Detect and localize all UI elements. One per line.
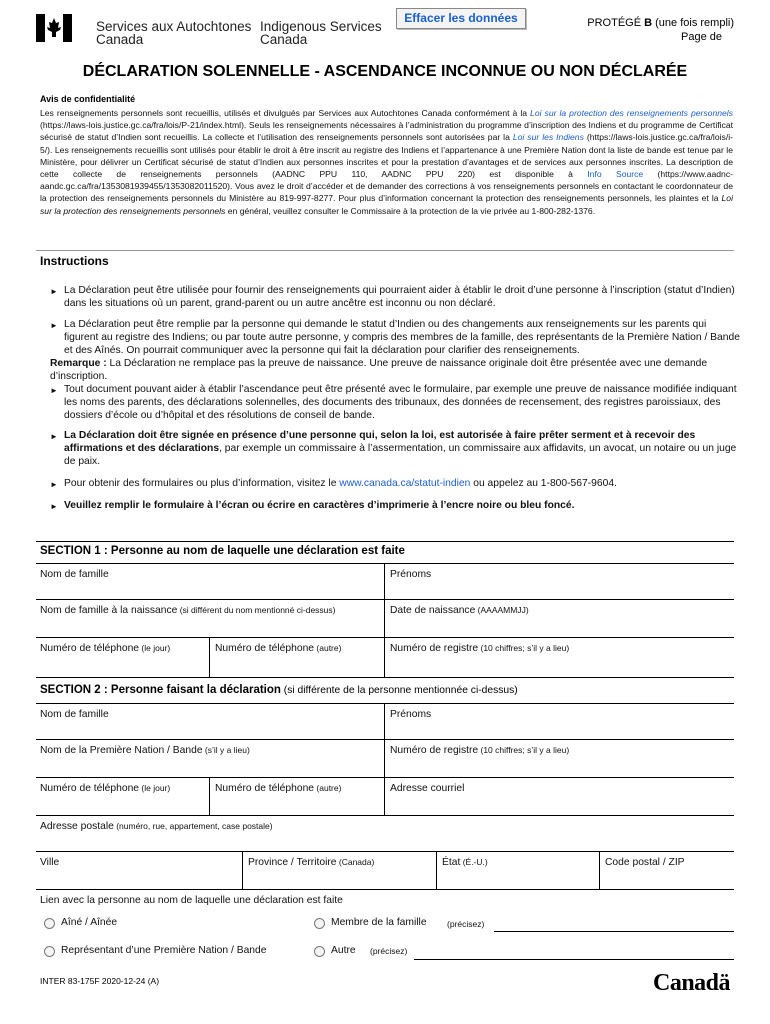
- department-name-en: Indigenous Services Canada: [260, 19, 382, 47]
- s2-postal-code-label: Code postal / ZIP: [605, 857, 685, 868]
- department-name-fr: Services aux Autochtones Canada: [96, 19, 252, 47]
- instruction-item: ► La Déclaration doit être signée en présence d’une personne qui, selon la loi, est autorisée à faire prêter serment et à recevoir des affirmations et des déclarations, par exemple un commissaire à l’assermentation, un commissaire aux affidavits, un avocat, un notaire ou un juge de paix.: [40, 429, 740, 468]
- family-specify-field[interactable]: [494, 931, 734, 932]
- s2-relationship-label: Lien avec la personne au nom de laquelle une déclaration est faite: [40, 895, 343, 906]
- instruction-item: ► Tout document pouvant aider à établir l’ascendance peut être présenté avec le formulaire, par exemple une preuve de naissance modifiée indiquant les noms des parents, des déclarations solennelles, des documents des tribunaux, des données de recensement, des registres paroissiaux, des dossiers d’école ou d’hôpital et des résolutions de conseil de bande.: [40, 383, 740, 422]
- clear-data-button[interactable]: Effacer les données: [396, 8, 526, 29]
- family-specify-label: (précisez): [447, 919, 485, 929]
- s2-family-name-label: Nom de famille: [40, 709, 109, 720]
- privacy-act-link[interactable]: Loi sur la protection des renseignements personnels: [530, 108, 733, 118]
- s2-city-label: Ville: [40, 857, 60, 868]
- radio-elder-label: Aîné / Aînée: [61, 917, 118, 928]
- s2-phone-day-label: Numéro de téléphone (le jour): [40, 783, 171, 794]
- other-specify-field[interactable]: [414, 959, 734, 960]
- s1-birth-date-label: Date de naissance (AAAAMMJJ): [390, 605, 529, 616]
- radio-family-member-label: Membre de la famille: [331, 917, 427, 928]
- radio-elder[interactable]: [44, 918, 55, 929]
- radio-other[interactable]: [314, 946, 325, 957]
- instructions-heading: Instructions: [40, 254, 109, 268]
- section-1-heading: SECTION 1 : Personne au nom de laquelle une déclaration est faite: [40, 545, 405, 557]
- s1-family-name-label: Nom de famille: [40, 569, 109, 580]
- s1-registry-label: Numéro de registre (10 chiffres; s’il y a lieu): [390, 643, 570, 654]
- s2-registry-label: Numéro de registre (10 chiffres; s’il y a lieu): [390, 745, 570, 756]
- protected-label: PROTÉGÉ B (une fois rempli) Page de: [587, 17, 734, 43]
- s2-email-label: Adresse courriel: [390, 783, 465, 794]
- radio-nation-rep[interactable]: [44, 946, 55, 957]
- instruction-item: ► Pour obtenir des formulaires ou plus d’information, visitez le www.canada.ca/statut-indien ou appelez au 1-800-567-9604.: [40, 477, 740, 490]
- s2-province-label: Province / Territoire (Canada): [248, 857, 375, 868]
- s2-phone-other-label: Numéro de téléphone (autre): [215, 783, 342, 794]
- privacy-notice: Les renseignements personnels sont recueillis, utilisés et divulgués par Services aux Autochtones Canada conformément à la Loi sur la protection des renseignements personnels (https://laws-lois.justice.gc.ca/fra/lois/P-21/index.html). Seuls les renseignements nécessaires à l’administration du programme d’inscription des Indiens et du programme de Certificat sécurisé de statut d’Indien sont recueillis. La collecte et l’utilisation des renseignements personnels sont autorisées par la Loi sur les Indiens (https://laws-lois.justice.gc.ca/fra/lois/i-5/). Les renseignements recueillis sont utilisés pour établir le droit à être inscrit au registre des Indiens et l’appartenance à une Première Nation dont la liste de bande est tenue par le Ministère, pour délivrer un Certificat sécurisé de statut d’Indien aux personnes inscrites et pour la prestation d’avantages et de services aux personnes inscrites. La description de cette collecte de renseignements personnels (AADNC PPU 110, AADNC PPU 220) est disponible à Info Source (https://www.aadnc-aandc.gc.ca/fra/1353081939455/1353082011520). Vous avez le droit d’accéder et de demander des corrections à vos renseignements personnels en contactant le coordonnateur de la protection des renseignements personnels du Ministère au 819-997-8277. Pour plus d’information concernant la protection des renseignements personnels, les plaintes et la Loi sur la protection des renseignements personnels en général, veuillez consulter le Commissaire à la protection de la vie privée au 1-800-282-1376.: [40, 108, 733, 216]
- s1-birth-name-label: Nom de famille à la naissance (si différent du nom mentionné ci-dessus): [40, 605, 336, 616]
- instruction-remark: Remarque : La Déclaration ne remplace pas la preuve de naissance. Une preuve de naissance originale doit être présentée avec une demande d’inscription.: [50, 358, 708, 382]
- page-counter: Page de: [681, 31, 722, 43]
- radio-other-label: Autre: [331, 945, 356, 956]
- s1-phone-other-label: Numéro de téléphone (autre): [215, 643, 342, 654]
- instruction-item: ► La Déclaration peut être utilisée pour fournir des renseignements qui pourraient aider à établir le droit d’une personne à l’inscription (statut d’Indien) dans les situations où un parent, grand-parent ou un autre ancêtre est inconnu ou non déclaré.: [40, 284, 740, 310]
- indian-act-link[interactable]: Loi sur les Indiens: [512, 132, 584, 143]
- s2-address-label: Adresse postale (numéro, rue, appartement, case postale): [40, 821, 273, 832]
- s2-nation-label: Nom de la Première Nation / Bande (s’il y a lieu): [40, 745, 250, 756]
- instruction-item: ► La Déclaration peut être remplie par la personne qui demande le statut d’Indien ou des changements aux renseignements sur les parents qui figurent au registre des Indiens; ou par toute autre personne, y compris des membres de la famille, des représentants de la Première Nation / Bande et des Aînés. On pourrait communiquer avec la personne qui fait la déclaration pour clarifier des renseignements.: [40, 318, 740, 357]
- s1-given-names-label: Prénoms: [390, 569, 432, 580]
- s1-phone-day-label: Numéro de téléphone (le jour): [40, 643, 171, 654]
- privacy-heading: Avis de confidentialité: [40, 94, 136, 104]
- s2-state-label: État (É.-U.): [442, 857, 488, 868]
- canada-wordmark: Canadä: [653, 970, 731, 996]
- info-source-link[interactable]: Info Source: [587, 169, 644, 180]
- page-title: DÉCLARATION SOLENNELLE - ASCENDANCE INCONNUE OU NON DÉCLARÉE: [82, 63, 688, 80]
- canada-status-link[interactable]: www.canada.ca/statut-indien: [339, 478, 471, 489]
- instruction-item: ► Veuillez remplir le formulaire à l’écran ou écrire en caractères d’imprimerie à l’encre noire ou bleu foncé.: [40, 499, 740, 512]
- other-specify-label: (précisez): [370, 946, 408, 956]
- radio-family-member[interactable]: [314, 918, 325, 929]
- instructions-list: [40, 284, 740, 512]
- section-2-heading: SECTION 2 : Personne faisant la déclaration (si différente de la personne mentionnée ci-dessus): [40, 684, 518, 696]
- canada-flag-icon: [36, 14, 72, 42]
- s2-given-names-label: Prénoms: [390, 709, 432, 720]
- form-code: INTER 83-175F 2020-12-24 (A): [40, 976, 160, 986]
- radio-nation-rep-label: Représentant d’une Première Nation / Bande: [61, 945, 267, 956]
